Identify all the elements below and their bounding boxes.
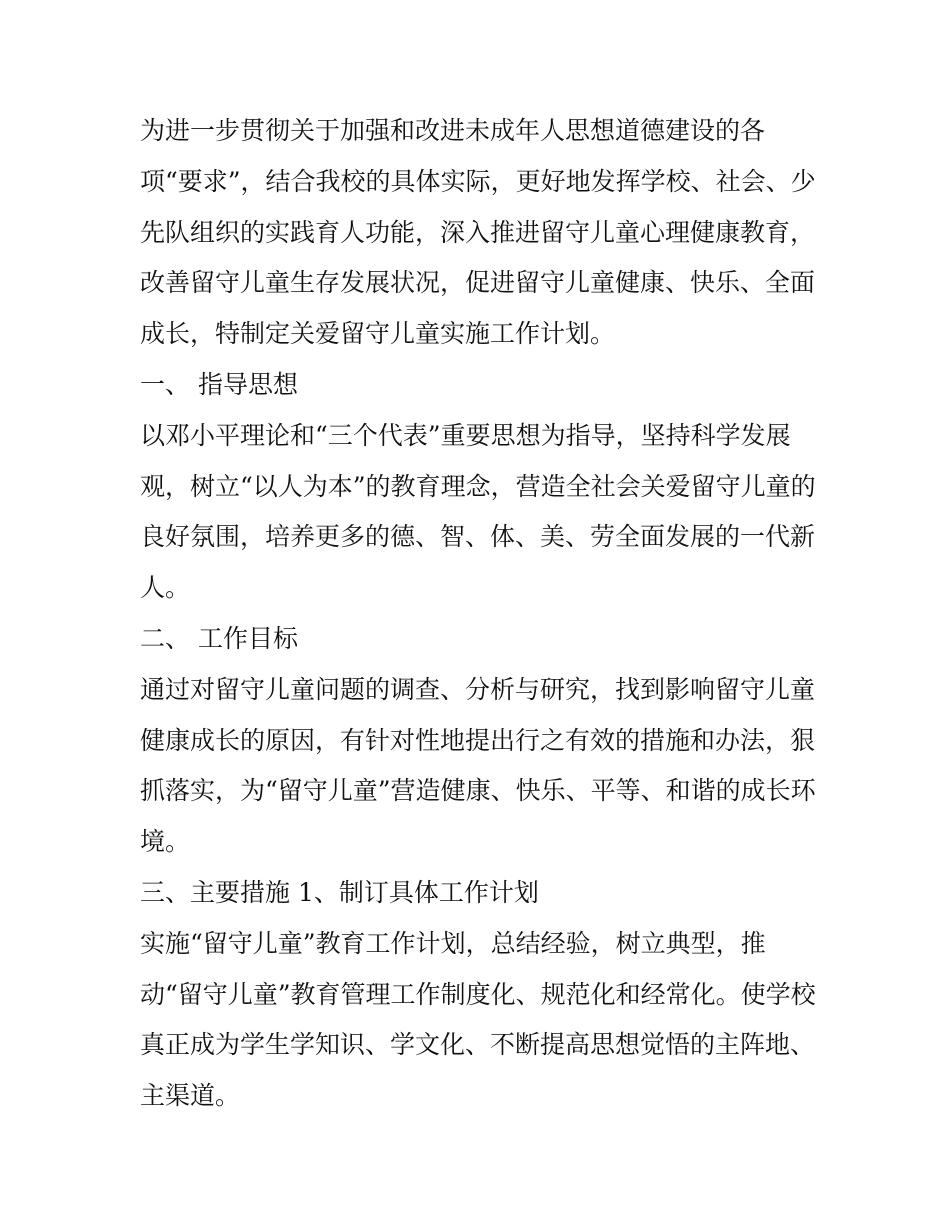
- section-2-line-1: 通过对留守儿童问题的调查、分析与研究，找到影响留守儿童: [140, 674, 816, 704]
- intro-line-4: 改善留守儿童生存发展状况，促进留守儿童健康、快乐、全面: [140, 268, 816, 298]
- section-3-line-1: 实施“留守儿童”教育工作计划，总结经验，树立典型，推: [140, 928, 766, 958]
- section-heading-3: 三、主要措施 1、制订具体工作计划: [140, 877, 539, 907]
- section-3-line-3: 真正成为学生学知识、学文化、不断提高思想觉悟的主阵地、: [140, 1030, 816, 1060]
- intro-line-5: 成长，特制定关爱留守儿童实施工作计划。: [140, 319, 616, 349]
- section-1-line-3: 良好氛围，培养更多的德、智、体、美、劳全面发展的一代新: [140, 522, 816, 552]
- section-heading-1: 一、 指导思想: [140, 369, 298, 399]
- section-1-line-1: 以邓小平理论和“三个代表”重要思想为指导，坚持科学发展: [140, 420, 791, 450]
- intro-line-2: 项“要求”，结合我校的具体实际，更好地发挥学校、社会、少: [140, 166, 816, 196]
- section-2-line-3: 抓落实，为“留守儿童”营造健康、快乐、平等、和谐的成长环: [140, 776, 816, 806]
- section-2-line-4: 境。: [140, 827, 191, 857]
- section-heading-2: 二、 工作目标: [140, 623, 298, 653]
- intro-line-3: 先队组织的实践育人功能，深入推进留守儿童心理健康教育，: [140, 217, 816, 247]
- section-3-line-2: 动“留守儿童”教育管理工作制度化、规范化和经常化。使学校: [140, 979, 816, 1009]
- section-1-line-2: 观，树立“以人为本”的教育理念，营造全社会关爱留守儿童的: [140, 471, 816, 501]
- section-2-line-2: 健康成长的原因，有针对性地提出行之有效的措施和办法，狠: [140, 725, 816, 755]
- section-1-line-4: 人。: [140, 573, 191, 603]
- document-body: [140, 106, 820, 1122]
- intro-line-1: 为进一步贯彻关于加强和改进未成年人思想道德建设的各: [140, 116, 766, 145]
- section-3-line-4: 主渠道。: [140, 1081, 241, 1111]
